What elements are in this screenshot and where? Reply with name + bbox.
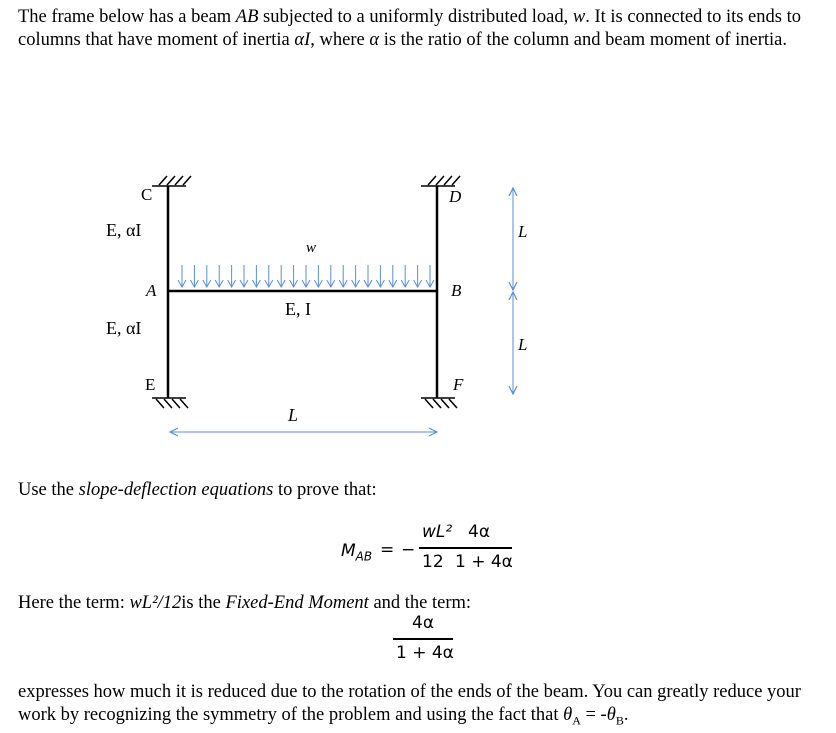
load-arrow xyxy=(215,265,223,287)
closing-period: . xyxy=(623,705,629,725)
term-text-part: is the xyxy=(181,593,226,613)
load-arrow xyxy=(426,265,434,287)
theta-a-symbol: θ xyxy=(563,705,573,725)
equation-lhs: $M_{AB}$ xyxy=(341,541,373,564)
node-D-label: D xyxy=(449,187,462,206)
upper-height-label: L xyxy=(518,222,528,241)
equation-equals: = xyxy=(380,540,395,560)
intro-text: . It is connected to its ends to columns that have moment of inertia xyxy=(18,7,801,50)
load-arrow xyxy=(190,265,198,287)
fraction-bar-1 xyxy=(419,547,452,549)
reduction-numerator: 4α xyxy=(412,613,435,633)
equation-denominator-1: 12 xyxy=(422,552,444,572)
load-arrow xyxy=(265,265,273,287)
node-F-label: F xyxy=(453,375,464,394)
load-label: w xyxy=(306,240,317,256)
fixed-support-D xyxy=(421,176,460,186)
load-arrow xyxy=(389,265,397,287)
equation-denominator-2: 1 + 4α xyxy=(455,552,513,572)
load-arrow xyxy=(228,265,236,287)
reduction-denominator: 1 + 4α xyxy=(396,643,454,663)
fem-name: Fixed-End Moment xyxy=(225,593,369,613)
instruction-part: Use the xyxy=(18,480,79,500)
node-A-label: A xyxy=(146,281,157,300)
column-lower-property-label: E, αI xyxy=(106,318,142,338)
load-arrow xyxy=(339,265,347,287)
node-B-label: B xyxy=(451,281,462,300)
term-text-part: and the term: xyxy=(368,593,472,613)
theta-b-symbol: θ xyxy=(606,705,616,725)
closing-paragraph xyxy=(18,681,833,733)
lower-height-label: L xyxy=(518,335,528,354)
load-arrow xyxy=(178,265,186,287)
fraction-bar-2 xyxy=(452,547,512,549)
load-arrow xyxy=(314,265,322,287)
load-arrow xyxy=(290,265,298,287)
instruction-text xyxy=(18,479,377,502)
span-label: L xyxy=(288,405,299,425)
term-text-part: Here the term: xyxy=(18,593,130,613)
fixed-support-F xyxy=(421,398,457,408)
load-arrow xyxy=(364,265,372,287)
equation-numerator-2: 4α xyxy=(468,522,491,542)
instruction-part: to prove that: xyxy=(273,480,377,500)
intro-text: subjected to a uniformly distributed load, xyxy=(258,7,573,27)
equation-minus: − xyxy=(401,540,416,560)
column-inertia-symbol: αI xyxy=(294,30,311,50)
beam-property-label: E, I xyxy=(285,299,311,319)
distributed-load xyxy=(178,265,434,287)
load-symbol: w xyxy=(572,7,586,27)
load-arrow xyxy=(252,265,260,287)
theta-a-subscript: A xyxy=(572,713,581,728)
fem-term: wL²/12 xyxy=(129,593,182,613)
node-C-label: C xyxy=(141,185,153,204)
load-arrow xyxy=(240,265,248,287)
instruction-method: slope-deflection equations xyxy=(78,480,274,500)
fixed-support-E xyxy=(152,398,188,408)
theta-b-subscript: B xyxy=(615,713,624,728)
equation-lhs-subscript: AB xyxy=(355,549,373,564)
load-arrow xyxy=(327,265,335,287)
load-arrow xyxy=(302,265,310,287)
load-arrow xyxy=(401,265,409,287)
fixed-support-C xyxy=(152,176,191,186)
reduction-fraction-bar xyxy=(393,638,453,640)
closing-equals: = - xyxy=(580,705,607,725)
load-arrow xyxy=(277,265,285,287)
intro-text: The frame below has a beam xyxy=(18,7,236,27)
beam-symbol: AB xyxy=(235,7,259,27)
alpha-symbol: α xyxy=(369,30,380,50)
load-arrow xyxy=(376,265,384,287)
term-explanation xyxy=(18,592,471,615)
load-arrow xyxy=(352,265,360,287)
load-arrow xyxy=(203,265,211,287)
intro-text: is the ratio of the column and beam moment of inertia. xyxy=(379,30,787,50)
equation-numerator-1: wL² xyxy=(422,522,453,542)
closing-text: expresses how much it is reduced due to the rotation of the ends of the beam. You can greatly reduce your work by recognizing the symmetry of the problem and using the fact that xyxy=(18,682,801,725)
node-E-label: E xyxy=(145,375,156,394)
column-upper-property-label: E, αI xyxy=(106,220,142,240)
intro-text: , where xyxy=(310,30,370,50)
load-arrow xyxy=(414,265,422,287)
